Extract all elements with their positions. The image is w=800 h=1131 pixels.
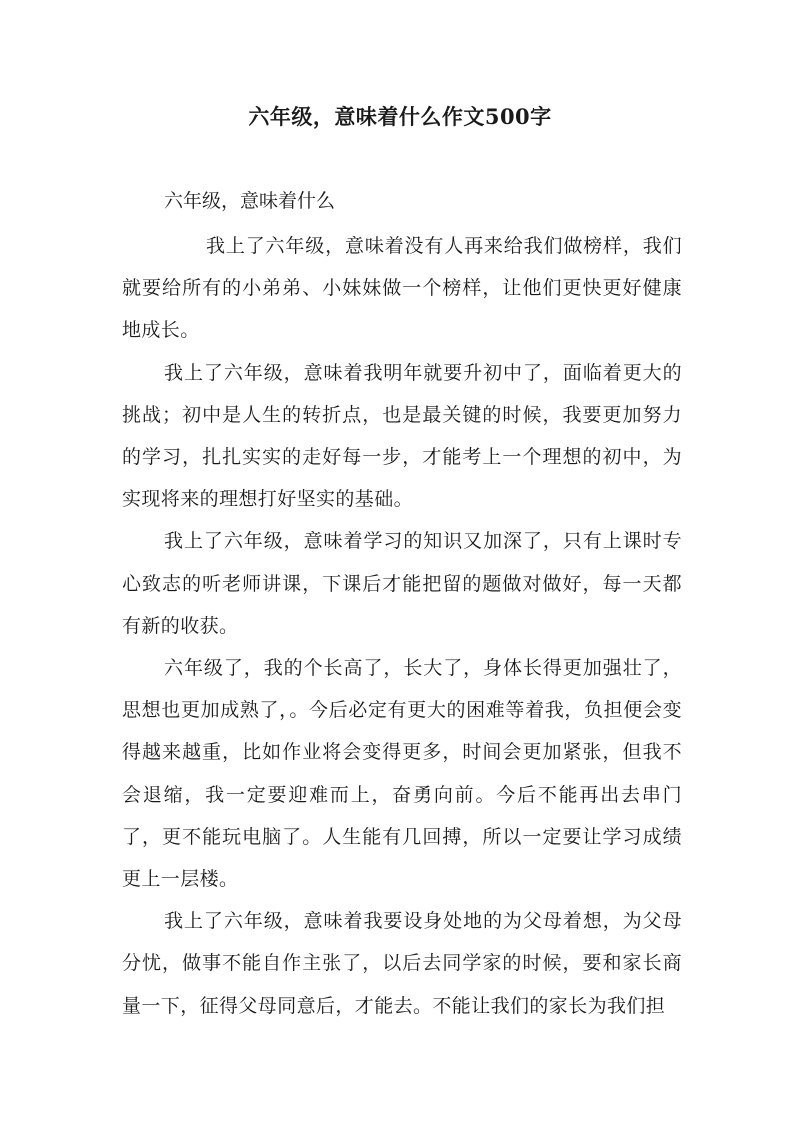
paragraph: 我上了六年级，意味着我要设身处地的为父母着想，为父母分忧，做事不能自作主张了，以后去同学家的时候，要和家长商量一下，征得父母同意后，才能去。不能让我们的家长为我们担: [122, 910, 682, 1017]
document-subtitle: 六年级，意味着什么: [164, 190, 336, 212]
paragraph: 我上了六年级，意味着没有人再来给我们做榜样，我们就要给所有的小弟弟、小妹妹做一个榜样，让他们更快更好健康地成长。: [122, 235, 682, 342]
document-title: 六年级，意味着什么作文500字: [248, 104, 552, 129]
paragraph: 我上了六年级，意味着我明年就要升初中了，面临着更大的挑战；初中是人生的转折点，也是最关键的时候，我要更加努力的学习，扎扎实实的走好每一步，才能考上一个理想的初中，为实现将来的理想打好坚实的基础。: [122, 361, 682, 511]
document-body: [122, 225, 682, 1027]
paragraph: 六年级了，我的个长高了，长大了，身体长得更加强壮了，思想也更加成熟了，。今后必定有更大的困难等着我，负担便会变得越来越重，比如作业将会变得更多，时间会更加紧张，但我不会退缩，我一定要迎难而上，奋勇向前。今后不能再出去串门了，更不能玩电脑了。人生能有几回搏，所以一定要让学习成绩更上一层楼。: [122, 657, 682, 891]
paragraph: 我上了六年级，意味着学习的知识又加深了，只有上课时专心致志的听老师讲课，下课后才能把留的题做对做好，每一天都有新的收获。: [122, 530, 682, 637]
